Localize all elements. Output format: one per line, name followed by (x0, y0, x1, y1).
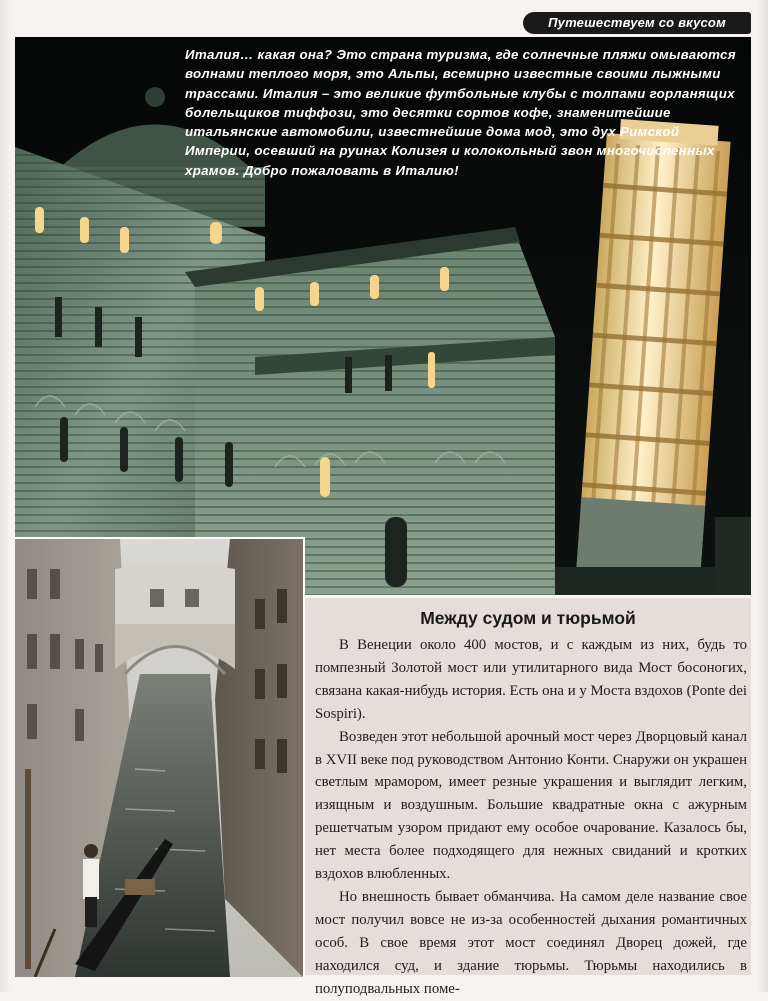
article-paragraph: Но внешность бывает обманчива. На самом деле название свое мост получил вовсе не из-за особенностей дыхания романтичных особ. В свое время этот мост соединял Дворец дожей, где находился суд, и здание тюрьмы. Тюрьмы находились в полуподвальных поме- (315, 888, 747, 997)
article-paragraph: Возведен этот небольшой арочный мост через Дворцовый канал в XVII веке под руководством Антонио Конти. Снаружи он украшен светлым мрамором, имеет резные украшения и выглядит легким, изящным и воздушным. Большие квадратные окна с ажурным решетчатым узором придают ему особое очарование. Казалось бы, нет места более подходящего для нежных свиданий и кротких вздохов влюбленных. (315, 728, 747, 883)
venice-illustration (15, 539, 303, 977)
pisa-night-photo (15, 37, 751, 595)
article (305, 598, 751, 997)
article-paragraph: В Венеции около 400 мостов, и с каждым из них, будь то помпезный Золотой мост или утилитарного вида Мост босоногих, связана какая-нибудь история. Есть она и у Моста вздохов (Ponte dei Sospiri). (315, 637, 747, 722)
section-tag: Путешествуем со вкусом (523, 12, 751, 34)
bridge-of-sighs-photo (15, 537, 305, 977)
article-title: Между судом и тюрьмой (420, 608, 636, 628)
intro-text: Италия… какая она? Это страна туризма, где солнечные пляжи омываются волнами теплого моря, это Альпы, всемирно известные своими лыжными трассами. Италия – это великие футбольные клубы с толпами горланящих болельщиков тиффози, это десятки сортов кофе, знаменитейшие итальянские автомобили, известнейшие дома мод, это дух Римской Империи, осевший на руинах Колизея и колокольный звон многочисленных храмов. Добро пожаловать в Италию! (185, 47, 736, 178)
article-body (315, 634, 747, 1001)
